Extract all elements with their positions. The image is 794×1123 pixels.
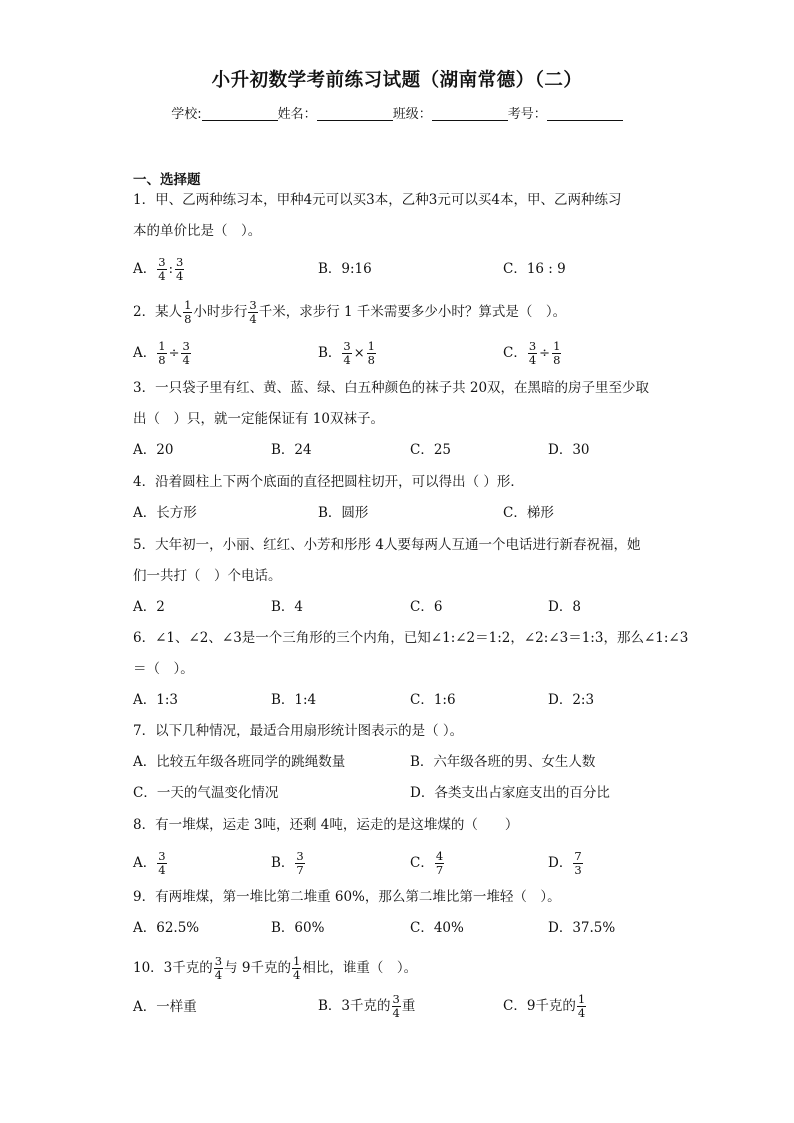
q5-option-a[interactable]: A．2 — [133, 599, 165, 615]
q9-option-b[interactable]: B．60% — [271, 920, 325, 936]
question-6-line-1: 6．∠1、∠2、∠3是一个三角形的三个内角，已知∠1:∠2＝1:2，∠2:∠3＝1:3，那么∠1:∠3 — [133, 630, 689, 646]
q9-option-d[interactable]: D．37.5% — [548, 920, 616, 936]
q7-option-d[interactable]: D．各类支出占家庭支出的百分比 — [410, 785, 610, 801]
question-1-line-1: 1．甲、乙两种练习本，甲种4元可以买3本，乙种3元可以买4本，甲、乙两种练习 — [133, 192, 622, 208]
exam-number-label: 考号： — [507, 107, 547, 122]
q8-option-a[interactable]: A． $\frac{3}{4}$ — [133, 849, 166, 877]
q9-option-c[interactable]: C．40% — [410, 920, 464, 936]
q7-option-a[interactable]: A．比较五年级各班同学的跳绳数量 — [133, 754, 346, 770]
fraction: $\frac{3}{4}$ — [175, 255, 184, 283]
q4-option-b[interactable]: B．圆形 — [318, 505, 369, 521]
q9-option-a[interactable]: A．62.5% — [133, 920, 200, 936]
question-9-line-1: 9．有两堆煤，第一堆比第二堆重 60%，那么第二堆比第一堆轻（ ）。 — [133, 889, 561, 905]
exam-number-blank[interactable] — [547, 106, 623, 121]
school-blank[interactable] — [202, 106, 278, 121]
q3-option-b[interactable]: B．24 — [271, 442, 312, 458]
student-info-line — [0, 103, 794, 122]
question-3-line-1: 3．一只袋子里有红、黄、蓝、绿、白五种颜色的袜子共 20双，在黑暗的房子里至少取 — [133, 380, 650, 396]
question-7-line-1: 7．以下几种情况，最适合用扇形统计图表示的是（ ）。 — [133, 723, 464, 739]
question-5-line-1: 5．大年初一，小丽、红红、小芳和彤彤 4人要每两人互通一个电话进行新春祝福，她 — [133, 537, 641, 553]
question-6-line-2: ＝（ ）。 — [133, 661, 194, 677]
q6-option-c[interactable]: C．1:6 — [410, 692, 456, 708]
fraction: $\frac{7}{3}$ — [574, 849, 582, 877]
fraction: $\frac{1}{8}$ — [158, 339, 166, 367]
q6-option-a[interactable]: A．1:3 — [133, 692, 178, 708]
fraction: $\frac{1}{4}$ — [293, 954, 301, 982]
q6-option-d[interactable]: D．2:3 — [548, 692, 595, 708]
class-blank[interactable] — [432, 106, 508, 121]
q8-option-d[interactable]: D． $\frac{7}{3}$ — [548, 849, 582, 877]
fraction: $\frac{3}{4}$ — [158, 255, 166, 283]
fraction: $\frac{3}{4}$ — [249, 298, 257, 326]
question-10-stem: 10．3千克的 $\frac{3}{4}$ 与 9千克的 $\frac{1}{4}$ 相比，谁重（ ）。 — [133, 954, 418, 982]
fraction: $\frac{4}{7}$ — [435, 849, 444, 877]
q3-option-c[interactable]: C．25 — [410, 442, 452, 458]
fraction: $\frac{3}{4}$ — [528, 339, 537, 367]
q6-option-b[interactable]: B．1:4 — [271, 692, 317, 708]
q5-option-c[interactable]: C．6 — [410, 599, 443, 615]
fraction: $\frac{1}{8}$ — [367, 339, 375, 367]
q7-option-b[interactable]: B．六年级各班的男、女生人数 — [410, 754, 596, 770]
q10-option-c[interactable]: C．9千克的 $\frac{1}{4}$ — [503, 992, 586, 1020]
class-label: 班级： — [392, 107, 432, 122]
question-8-line-1: 8．有一堆煤，运走 3吨，还剩 4吨，运走的是这堆煤的（ ） — [133, 817, 519, 833]
q5-option-b[interactable]: B．4 — [271, 599, 304, 615]
q1-option-a[interactable]: A． $\frac{3}{4}$ : $\frac{3}{4}$ — [133, 255, 184, 283]
q10-option-b[interactable]: B．3千克的 $\frac{3}{4}$ 重 — [318, 992, 416, 1020]
q8-option-b[interactable]: B． $\frac{3}{7}$ — [271, 849, 304, 877]
q7-option-c[interactable]: C．一天的气温变化情况 — [133, 785, 279, 801]
fraction: $\frac{1}{8}$ — [553, 339, 561, 367]
q8-option-c[interactable]: C． $\frac{4}{7}$ — [410, 849, 444, 877]
fraction: $\frac{3}{4}$ — [158, 849, 166, 877]
name-label: 姓名： — [277, 107, 317, 122]
q4-option-c[interactable]: C．梯形 — [503, 505, 554, 521]
question-1-line-2: 本的单价比是（ ）。 — [133, 223, 262, 239]
q1-option-b[interactable]: B．9:16 — [318, 261, 372, 277]
fraction: $\frac{3}{7}$ — [296, 849, 304, 877]
page-title: 小升初数学考前练习试题（湖南常德）（二） — [211, 70, 583, 91]
fraction: $\frac{3}{4}$ — [392, 992, 400, 1020]
q2-option-a[interactable]: A． $\frac{1}{8}$ ÷ $\frac{3}{4}$ — [133, 339, 190, 367]
q2-option-b[interactable]: B． $\frac{3}{4}$ × $\frac{1}{8}$ — [318, 339, 375, 367]
school-label: 学校: — [171, 107, 202, 122]
q3-option-a[interactable]: A．20 — [133, 442, 174, 458]
name-blank[interactable] — [317, 106, 393, 121]
q1-option-c[interactable]: C．16 : 9 — [503, 261, 566, 277]
section-heading: 一、选择题 — [133, 172, 201, 188]
q5-option-d[interactable]: D．8 — [548, 599, 581, 615]
q3-option-d[interactable]: D．30 — [548, 442, 590, 458]
fraction: $\frac{3}{4}$ — [182, 339, 190, 367]
question-4-line-1: 4．沿着圆柱上下两个底面的直径把圆柱切开，可以得出（ ）形． — [133, 474, 524, 490]
question-3-line-2: 出（ ）只，就一定能保证有 10双袜子。 — [133, 411, 384, 427]
question-2-stem: 2．某人 $\frac{1}{8}$ 小时步行 $\frac{3}{4}$ 千米，求步行 1 千米需要多少小时？算式是（ ）。 — [133, 298, 567, 326]
fraction: $\frac{3}{4}$ — [343, 339, 351, 367]
question-5-line-2: 们一共打（ ）个电话。 — [133, 568, 282, 584]
fraction: $\frac{1}{4}$ — [577, 992, 586, 1020]
q10-option-a[interactable]: A．一样重 — [133, 999, 197, 1015]
fraction: $\frac{3}{4}$ — [214, 954, 223, 982]
q4-option-a[interactable]: A．长方形 — [133, 505, 197, 521]
q2-option-c[interactable]: C． $\frac{3}{4}$ ÷ $\frac{1}{8}$ — [503, 339, 561, 367]
fraction: $\frac{1}{8}$ — [184, 298, 192, 326]
